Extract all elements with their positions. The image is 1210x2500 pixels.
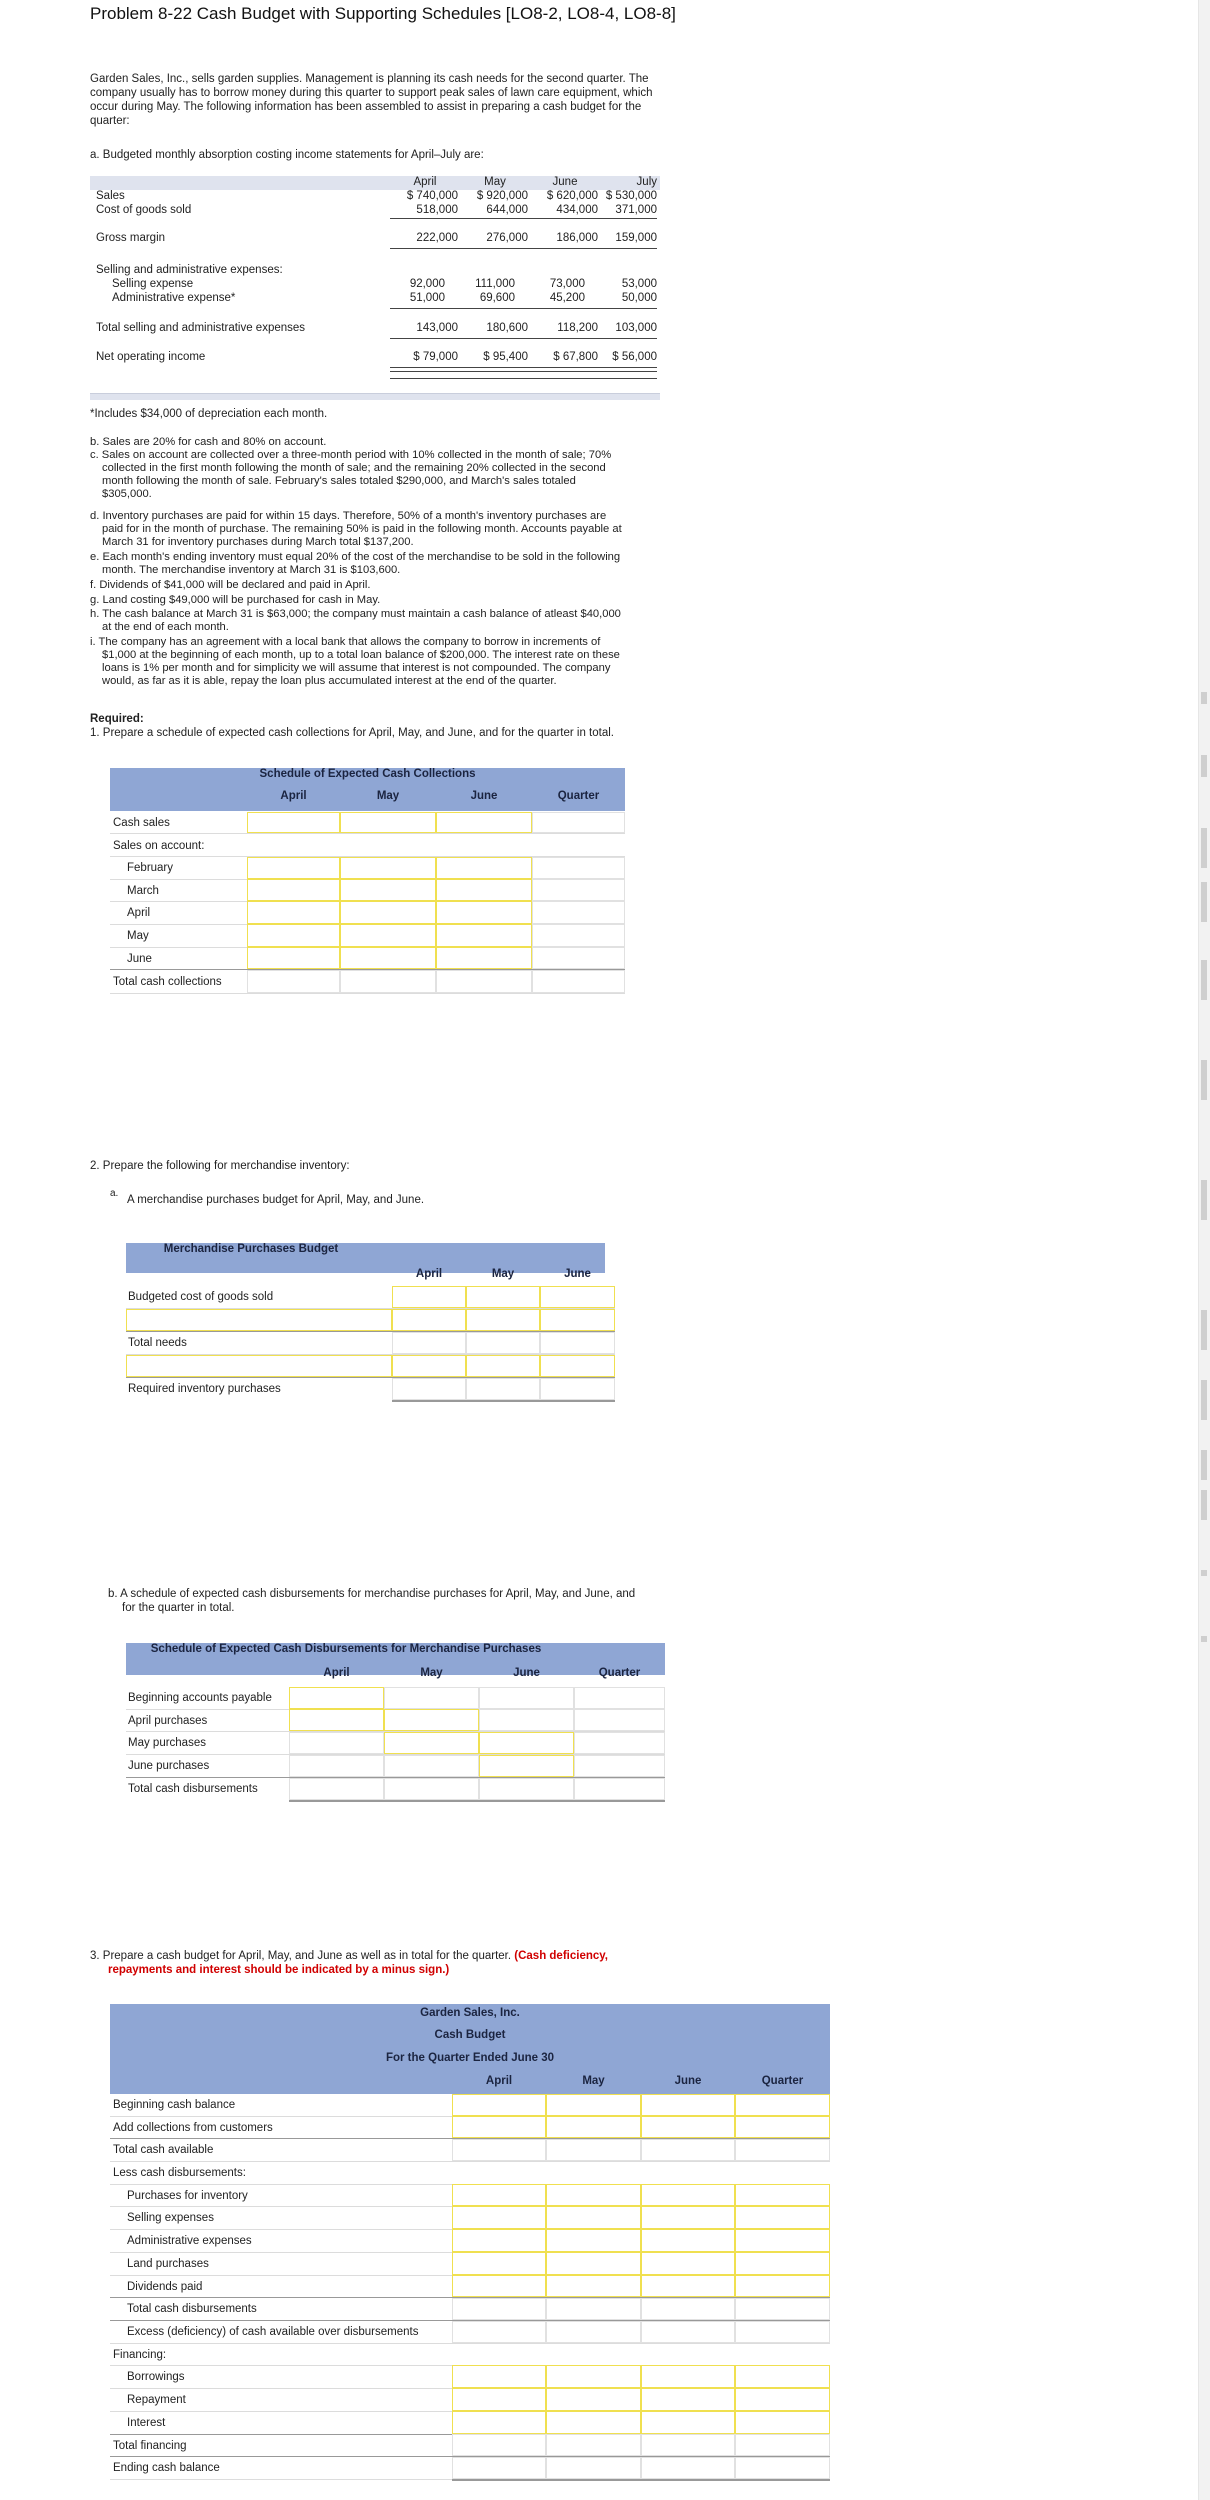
value: 92,000 bbox=[409, 278, 445, 290]
input-ap-june[interactable] bbox=[479, 1687, 574, 1709]
col-header: May bbox=[420, 1667, 443, 1679]
budget-period: For the Quarter Ended June 30 bbox=[385, 2052, 555, 2064]
input-ending-cash-june[interactable] bbox=[641, 2457, 735, 2479]
input-may-may[interactable] bbox=[340, 924, 436, 947]
scrollbar-tick bbox=[1201, 828, 1207, 868]
row-label: Beginning cash balance bbox=[113, 2099, 236, 2111]
value: $ 79,000 bbox=[413, 351, 458, 363]
input-disb-total-quarter[interactable] bbox=[574, 1778, 665, 1800]
value: 103,000 bbox=[615, 322, 657, 334]
row-label: Total cash disbursements bbox=[128, 1783, 258, 1795]
row-label: Cash sales bbox=[113, 817, 170, 829]
input-land-april[interactable] bbox=[452, 2252, 546, 2275]
input-may-april[interactable] bbox=[247, 924, 340, 947]
row-label: May bbox=[127, 930, 149, 942]
scrollbar-tick bbox=[1201, 1570, 1207, 1576]
divider bbox=[390, 338, 657, 339]
input-collections-june[interactable] bbox=[641, 2116, 735, 2138]
item-c: collected in the first month following the month of sale; and the remaining 20% collected in the second bbox=[102, 462, 606, 474]
input-total-needs-june[interactable] bbox=[540, 1332, 615, 1354]
input-may-quarter[interactable] bbox=[532, 924, 625, 947]
requirement-2b-cont: for the quarter in total. bbox=[122, 1602, 235, 1614]
requirement-2: 2. Prepare the following for merchandise inventory: bbox=[90, 1160, 350, 1172]
input-apr-may[interactable] bbox=[340, 901, 436, 924]
col-header: Quarter bbox=[598, 1667, 641, 1679]
value: 159,000 bbox=[615, 232, 657, 244]
input-total-disb-may[interactable] bbox=[546, 2298, 641, 2320]
input-disb-total-may[interactable] bbox=[384, 1778, 479, 1800]
input-borrowings-quarter[interactable] bbox=[735, 2365, 830, 2388]
row-label: Less cash disbursements: bbox=[113, 2167, 246, 2179]
row-label: February bbox=[127, 862, 174, 874]
divider bbox=[390, 218, 657, 219]
input-excess-april[interactable] bbox=[452, 2321, 546, 2343]
input-junp-april[interactable] bbox=[289, 1755, 384, 1777]
input-total-april[interactable] bbox=[247, 970, 340, 993]
month-header: May bbox=[484, 176, 506, 188]
col-header: May bbox=[376, 790, 400, 802]
value: 69,600 bbox=[479, 292, 515, 304]
footnote: *Includes $34,000 of depreciation each month. bbox=[90, 408, 328, 420]
requirement-2a-letter: a. bbox=[110, 1188, 119, 1199]
input-mar-may[interactable] bbox=[340, 879, 436, 901]
input-ap-quarter[interactable] bbox=[574, 1687, 665, 1709]
value: 644,000 bbox=[486, 204, 528, 216]
budget-name: Cash Budget bbox=[434, 2029, 506, 2041]
value: $ 56,000 bbox=[612, 351, 657, 363]
input-feb-june[interactable] bbox=[436, 857, 532, 879]
row-label: Financing: bbox=[113, 2349, 167, 2361]
item-i: would, as far as it is able, repay the loan plus accumulated interest at the end of the quarter. bbox=[102, 675, 557, 687]
value: 118,200 bbox=[557, 322, 598, 334]
requirement-3 bbox=[90, 1949, 608, 1963]
row-label: Total needs bbox=[128, 1337, 187, 1349]
row-label: Cost of goods sold bbox=[96, 204, 192, 216]
input-feb-may[interactable] bbox=[340, 857, 436, 879]
input-beginning-cash-june[interactable] bbox=[641, 2094, 735, 2116]
item-i: i. The company has an agreement with a local bank that allows the company to borrow in increments of bbox=[90, 636, 601, 648]
scrollbar-tick bbox=[1201, 1180, 1207, 1220]
value: $ 740,000 bbox=[406, 190, 458, 202]
input-beginning-cash-april[interactable] bbox=[452, 2094, 546, 2116]
row-label: Purchases for inventory bbox=[127, 2190, 248, 2202]
input-row2-may[interactable] bbox=[466, 1309, 540, 1331]
requirement-3-note-cont: repayments and interest should be indicated by a minus sign.) bbox=[108, 1964, 450, 1976]
input-borrowings-april[interactable] bbox=[452, 2365, 546, 2388]
input-row4-june[interactable] bbox=[540, 1355, 615, 1377]
input-collections-quarter[interactable] bbox=[735, 2116, 830, 2138]
input-collections-may[interactable] bbox=[546, 2116, 641, 2138]
input-interest-may[interactable] bbox=[546, 2411, 641, 2434]
section-divider bbox=[90, 393, 660, 400]
row-label: Interest bbox=[127, 2417, 166, 2429]
month-header: April bbox=[413, 176, 437, 188]
item-g: g. Land costing $49,000 will be purchased for cash in May. bbox=[90, 594, 381, 606]
row-label: April bbox=[127, 907, 151, 919]
col-header: June bbox=[674, 2075, 702, 2087]
row-label: June bbox=[127, 953, 152, 965]
row-label: Borrowings bbox=[127, 2371, 185, 2383]
item-h: h. The cash balance at March 31 is $63,000; the company must maintain a cash balance of atleast $40,000 bbox=[90, 608, 621, 620]
row-label: Sales bbox=[96, 190, 125, 202]
month-header: June bbox=[552, 176, 578, 188]
input-cash-sales-june[interactable] bbox=[436, 812, 532, 833]
row-divider bbox=[110, 2161, 830, 2162]
input-repayment-june[interactable] bbox=[641, 2388, 735, 2411]
input-total-financing-june[interactable] bbox=[641, 2434, 735, 2456]
input-cogs-may[interactable] bbox=[466, 1286, 540, 1308]
scrollbar-tick bbox=[1201, 960, 1207, 1000]
row-divider bbox=[110, 833, 625, 834]
value: 50,000 bbox=[621, 292, 657, 304]
col-header: June bbox=[513, 1667, 540, 1679]
input-mar-quarter[interactable] bbox=[532, 879, 625, 901]
input-cash-sales-may[interactable] bbox=[340, 812, 436, 833]
input-selling-may[interactable] bbox=[546, 2206, 641, 2229]
row-divider bbox=[110, 2343, 830, 2344]
divider bbox=[390, 378, 657, 379]
item-i: $1,000 at the beginning of each month, up to a total loan balance of $200,000. The interest rate on these bbox=[102, 649, 620, 661]
input-mayp-april[interactable] bbox=[289, 1732, 384, 1754]
scrollbar[interactable] bbox=[1198, 0, 1210, 2500]
input-ap-april[interactable] bbox=[289, 1687, 384, 1709]
scrollbar-tick bbox=[1201, 692, 1207, 704]
row-label: Gross margin bbox=[96, 232, 166, 244]
month-header: July bbox=[636, 176, 657, 188]
input-required-april[interactable] bbox=[392, 1378, 466, 1400]
value: $ 95,400 bbox=[483, 351, 528, 363]
input-row2-june[interactable] bbox=[540, 1309, 615, 1331]
input-land-june[interactable] bbox=[641, 2252, 735, 2275]
value: 186,000 bbox=[556, 232, 598, 244]
row-label: Beginning accounts payable bbox=[128, 1692, 272, 1704]
row-label: Total cash available bbox=[113, 2144, 214, 2156]
value: 73,000 bbox=[549, 278, 585, 290]
input-mayp-may[interactable] bbox=[384, 1732, 479, 1754]
col-header: April bbox=[415, 1268, 443, 1280]
input-total-available-quarter[interactable] bbox=[735, 2139, 830, 2161]
input-dividends-quarter[interactable] bbox=[735, 2275, 830, 2297]
input-total-available-april[interactable] bbox=[452, 2139, 546, 2161]
input-row-label-4[interactable] bbox=[126, 1355, 392, 1377]
input-aprp-june[interactable] bbox=[479, 1709, 574, 1731]
input-interest-april[interactable] bbox=[452, 2411, 546, 2434]
input-mar-april[interactable] bbox=[247, 879, 340, 901]
row-label: Total cash collections bbox=[113, 976, 222, 988]
table-title: Schedule of Expected Cash Collections bbox=[110, 768, 625, 782]
row-label: Ending cash balance bbox=[113, 2462, 220, 2474]
input-admin-april[interactable] bbox=[452, 2229, 546, 2252]
value: 53,000 bbox=[621, 278, 657, 290]
input-repayment-april[interactable] bbox=[452, 2388, 546, 2411]
row-label: Selling expenses bbox=[127, 2212, 214, 2224]
input-selling-quarter[interactable] bbox=[735, 2206, 830, 2229]
double-rule bbox=[390, 367, 657, 372]
row-label: Repayment bbox=[127, 2394, 186, 2406]
col-header: May bbox=[491, 1268, 515, 1280]
input-total-disb-april[interactable] bbox=[452, 2298, 546, 2320]
col-header: Quarter bbox=[761, 2075, 804, 2087]
input-jun-april[interactable] bbox=[247, 947, 340, 969]
input-apr-quarter[interactable] bbox=[532, 901, 625, 924]
input-ap-may[interactable] bbox=[384, 1687, 479, 1709]
input-selling-april[interactable] bbox=[452, 2206, 546, 2229]
input-junp-quarter[interactable] bbox=[574, 1755, 665, 1777]
input-row2-april[interactable] bbox=[392, 1309, 466, 1331]
row-divider bbox=[110, 993, 625, 994]
input-ending-cash-april[interactable] bbox=[452, 2457, 546, 2479]
input-junp-may[interactable] bbox=[384, 1755, 479, 1777]
input-purchases-may[interactable] bbox=[546, 2184, 641, 2206]
table-title: Schedule of Expected Cash Disbursements for Merchandise Purchases bbox=[150, 1643, 542, 1655]
input-total-needs-may[interactable] bbox=[466, 1332, 540, 1354]
intro-text: Garden Sales, Inc., sells garden supplies. Management is planning its cash needs for the second quarter. The company usually has to borrow money during this quarter to support peak sales of lawn care equipment, which occur during May. The following information has been assembled to assist in preparing a cash budget for the quarter: bbox=[90, 73, 653, 127]
table-footer-rule bbox=[392, 1400, 615, 1402]
input-aprp-may[interactable] bbox=[384, 1709, 479, 1731]
divider bbox=[390, 308, 657, 309]
input-mayp-june[interactable] bbox=[479, 1732, 574, 1754]
table-title: Merchandise Purchases Budget bbox=[163, 1243, 339, 1255]
scrollbar-tick bbox=[1201, 1636, 1207, 1642]
input-total-financing-quarter[interactable] bbox=[735, 2434, 830, 2456]
input-ending-cash-may[interactable] bbox=[546, 2457, 641, 2479]
input-mar-june[interactable] bbox=[436, 879, 532, 901]
input-apr-april[interactable] bbox=[247, 901, 340, 924]
input-total-disb-quarter[interactable] bbox=[735, 2298, 830, 2320]
input-interest-june[interactable] bbox=[641, 2411, 735, 2434]
input-dividends-june[interactable] bbox=[641, 2275, 735, 2297]
input-disb-total-june[interactable] bbox=[479, 1778, 574, 1800]
row-label: Net operating income bbox=[96, 351, 206, 363]
item-d: d. Inventory purchases are paid for within 15 days. Therefore, 50% of a month's inventory purchases are bbox=[90, 510, 607, 522]
input-row4-may[interactable] bbox=[466, 1355, 540, 1377]
table-footer-rule bbox=[289, 1800, 665, 1802]
row-label: Excess (deficiency) of cash available over disbursements bbox=[127, 2326, 419, 2338]
input-borrowings-june[interactable] bbox=[641, 2365, 735, 2388]
item-d: March 31 for inventory purchases during March total $137,200. bbox=[102, 536, 414, 548]
input-collections-april[interactable] bbox=[452, 2116, 546, 2138]
scrollbar-tick bbox=[1201, 1380, 1207, 1420]
scrollbar-tick bbox=[1201, 1450, 1207, 1480]
col-header: April bbox=[323, 1667, 350, 1679]
row-label: Required inventory purchases bbox=[128, 1383, 281, 1395]
divider bbox=[390, 248, 657, 249]
item-f: f. Dividends of $41,000 will be declared and paid in April. bbox=[90, 579, 371, 591]
requirement-2b: b. A schedule of expected cash disbursements for merchandise purchases for April, May, and June, and bbox=[108, 1588, 636, 1600]
requirement-2a: A merchandise purchases budget for April, May, and June. bbox=[127, 1194, 425, 1206]
row-label: April purchases bbox=[128, 1715, 208, 1727]
row-label: Add collections from customers bbox=[113, 2122, 273, 2134]
row-label: March bbox=[127, 885, 159, 897]
input-aprp-quarter[interactable] bbox=[574, 1709, 665, 1731]
value: $ 920,000 bbox=[476, 190, 528, 202]
row-label: June purchases bbox=[128, 1760, 210, 1772]
input-feb-april[interactable] bbox=[247, 857, 340, 879]
input-mayp-quarter[interactable] bbox=[574, 1732, 665, 1754]
value: $ 620,000 bbox=[546, 190, 598, 202]
input-selling-june[interactable] bbox=[641, 2206, 735, 2229]
col-header: June bbox=[564, 1268, 591, 1280]
input-total-disb-june[interactable] bbox=[641, 2298, 735, 2320]
value: 51,000 bbox=[409, 292, 445, 304]
row-label: Administrative expenses bbox=[127, 2235, 252, 2247]
row-label: Selling and administrative expenses: bbox=[96, 264, 283, 276]
item-b: b. Sales are 20% for cash and 80% on account. bbox=[90, 436, 327, 448]
value: 371,000 bbox=[615, 204, 657, 216]
input-row4-april[interactable] bbox=[392, 1355, 466, 1377]
required-heading: Required: bbox=[90, 713, 144, 725]
input-purchases-april[interactable] bbox=[452, 2184, 546, 2206]
input-required-may[interactable] bbox=[466, 1378, 540, 1400]
input-total-quarter[interactable] bbox=[532, 970, 625, 993]
item-h: at the end of each month. bbox=[102, 621, 229, 633]
input-disb-total-april[interactable] bbox=[289, 1778, 384, 1800]
input-excess-june[interactable] bbox=[641, 2321, 735, 2343]
input-total-available-may[interactable] bbox=[546, 2139, 641, 2161]
input-may-june[interactable] bbox=[436, 924, 532, 947]
input-cash-sales-quarter[interactable] bbox=[532, 812, 625, 833]
input-total-may[interactable] bbox=[340, 970, 436, 993]
requirement-1: 1. Prepare a schedule of expected cash collections for April, May, and June, and for the quarter in total. bbox=[90, 727, 614, 739]
item-a-text: a. Budgeted monthly absorption costing income statements for April–July are: bbox=[90, 149, 484, 161]
row-label: Budgeted cost of goods sold bbox=[128, 1291, 274, 1303]
item-c: $305,000. bbox=[102, 488, 152, 500]
input-land-may[interactable] bbox=[546, 2252, 641, 2275]
item-e: e. Each month's ending inventory must equal 20% of the cost of the merchandise to be sold in the following bbox=[90, 551, 621, 563]
input-purchases-june[interactable] bbox=[641, 2184, 735, 2206]
col-header: Quarter bbox=[557, 790, 600, 802]
item-e: month. The merchandise inventory at March 31 is $103,600. bbox=[102, 564, 401, 576]
input-total-available-june[interactable] bbox=[641, 2139, 735, 2161]
row-label: Dividends paid bbox=[127, 2281, 203, 2293]
scrollbar-tick bbox=[1201, 882, 1207, 922]
value: 143,000 bbox=[416, 322, 458, 334]
requirement-3-text: 3. Prepare a cash budget for April, May, and June as well as in total for the quarter. bbox=[90, 1950, 512, 1962]
input-jun-may[interactable] bbox=[340, 947, 436, 969]
scrollbar-tick bbox=[1201, 1490, 1207, 1520]
input-repayment-may[interactable] bbox=[546, 2388, 641, 2411]
col-header: April bbox=[280, 790, 307, 802]
scrollbar-tick bbox=[1201, 1310, 1207, 1350]
input-row-label-2[interactable] bbox=[126, 1309, 392, 1331]
value: 276,000 bbox=[486, 232, 528, 244]
input-purchases-quarter[interactable] bbox=[735, 2184, 830, 2206]
input-cogs-april[interactable] bbox=[392, 1286, 466, 1308]
value: 180,600 bbox=[486, 322, 528, 334]
value: $ 67,800 bbox=[553, 351, 598, 363]
input-junp-june[interactable] bbox=[479, 1755, 574, 1777]
input-beginning-cash-may[interactable] bbox=[546, 2094, 641, 2116]
input-cogs-june[interactable] bbox=[540, 1286, 615, 1308]
input-excess-may[interactable] bbox=[546, 2321, 641, 2343]
col-header: April bbox=[485, 2075, 513, 2087]
row-label: Total cash disbursements bbox=[127, 2303, 257, 2315]
input-land-quarter[interactable] bbox=[735, 2252, 830, 2275]
input-total-needs-april[interactable] bbox=[392, 1332, 466, 1354]
input-beginning-cash-quarter[interactable] bbox=[735, 2094, 830, 2116]
table-footer-rule bbox=[452, 2479, 830, 2481]
input-apr-june[interactable] bbox=[436, 901, 532, 924]
input-admin-quarter[interactable] bbox=[735, 2229, 830, 2252]
page-title: Problem 8-22 Cash Budget with Supporting Schedules [LO8-2, LO8-4, LO8-8] bbox=[90, 4, 676, 23]
col-header: May bbox=[582, 2075, 605, 2087]
value: 111,000 bbox=[475, 278, 515, 290]
input-repayment-quarter[interactable] bbox=[735, 2388, 830, 2411]
input-ending-cash-quarter[interactable] bbox=[735, 2457, 830, 2479]
item-d: paid for in the month of purchase. The remaining 50% is paid in the following month. Accounts payable at bbox=[102, 523, 622, 535]
row-label: May purchases bbox=[128, 1737, 206, 1749]
input-total-financing-may[interactable] bbox=[546, 2434, 641, 2456]
item-i: loans is 1% per month and for simplicity we will assume that interest is not compounded. The company bbox=[102, 662, 611, 674]
input-excess-quarter[interactable] bbox=[735, 2321, 830, 2343]
input-admin-june[interactable] bbox=[641, 2229, 735, 2252]
value: $ 530,000 bbox=[605, 190, 657, 202]
row-label: Total selling and administrative expenses bbox=[96, 322, 306, 334]
row-label: Administrative expense* bbox=[112, 292, 236, 304]
input-total-june[interactable] bbox=[436, 970, 532, 993]
scrollbar-tick bbox=[1201, 755, 1207, 777]
col-header: June bbox=[470, 790, 498, 802]
input-dividends-may[interactable] bbox=[546, 2275, 641, 2297]
company-name: Garden Sales, Inc. bbox=[420, 2007, 520, 2019]
input-borrowings-may[interactable] bbox=[546, 2365, 641, 2388]
input-required-june[interactable] bbox=[540, 1378, 615, 1400]
row-label: Total financing bbox=[113, 2440, 187, 2452]
input-total-financing-april[interactable] bbox=[452, 2434, 546, 2456]
row-label: Sales on account: bbox=[113, 840, 205, 852]
input-dividends-april[interactable] bbox=[452, 2275, 546, 2297]
input-admin-may[interactable] bbox=[546, 2229, 641, 2252]
requirement-3-note: (Cash deficiency, bbox=[514, 1950, 609, 1962]
scrollbar-tick bbox=[1201, 1060, 1207, 1100]
input-cash-sales-april[interactable] bbox=[247, 812, 340, 833]
item-c: month following the month of sale. February's sales totaled $290,000, and March's sales totaled bbox=[102, 475, 576, 487]
input-jun-quarter[interactable] bbox=[532, 947, 625, 969]
input-aprp-april[interactable] bbox=[289, 1709, 384, 1731]
input-feb-quarter[interactable] bbox=[532, 857, 625, 879]
value: 518,000 bbox=[416, 204, 458, 216]
value: 434,000 bbox=[556, 204, 598, 216]
item-c: c. Sales on account are collected over a three-month period with 10% collected in the month of sale; 70% bbox=[90, 449, 612, 461]
input-interest-quarter[interactable] bbox=[735, 2411, 830, 2434]
row-label: Land purchases bbox=[127, 2258, 209, 2270]
value: 222,000 bbox=[416, 232, 458, 244]
value: 45,200 bbox=[549, 292, 585, 304]
row-label: Selling expense bbox=[112, 278, 194, 290]
input-jun-june[interactable] bbox=[436, 947, 532, 969]
